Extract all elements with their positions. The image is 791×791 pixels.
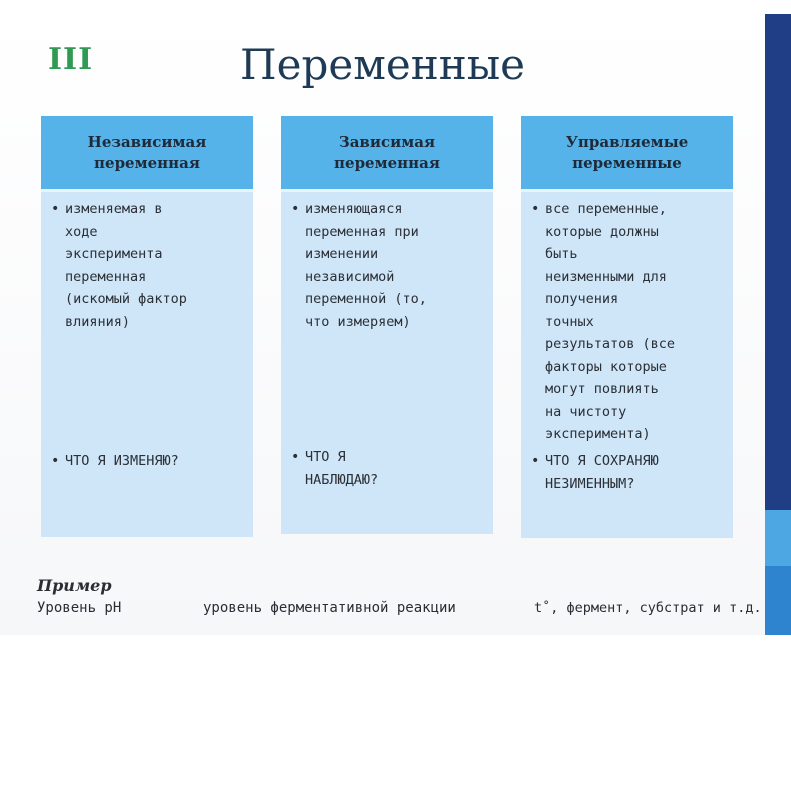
example-controlled: t˚, фермент, субстрат и т.д. bbox=[534, 600, 762, 616]
column-controlled bbox=[521, 116, 733, 538]
example-dependent: уровень ферментативной реакции bbox=[203, 600, 456, 616]
bullet-icon: • bbox=[531, 453, 540, 469]
column-header-label: Зависимая переменная bbox=[334, 132, 440, 172]
section-number: III bbox=[48, 42, 94, 77]
column-dependent bbox=[281, 116, 493, 534]
side-bar-mid-segment bbox=[765, 566, 791, 635]
column-header-label: Независимая переменная bbox=[87, 132, 207, 172]
column-header bbox=[41, 116, 253, 192]
column-header-label: Управляемые переменные bbox=[565, 132, 689, 172]
side-bar-light-segment bbox=[765, 510, 791, 566]
bullet-icon: • bbox=[291, 201, 300, 217]
column-independent bbox=[41, 116, 253, 537]
description-bullet bbox=[51, 198, 243, 333]
column-body bbox=[281, 192, 493, 534]
description-bullet bbox=[291, 198, 483, 333]
example-label: Пример bbox=[37, 576, 112, 595]
question-text: ЧТО Я ИЗМЕНЯЮ? bbox=[65, 453, 179, 469]
column-body bbox=[41, 192, 253, 537]
question-text: ЧТО Я СОХРАНЯЮ НЕЗИМЕННЫМ? bbox=[545, 453, 659, 492]
bullet-icon: • bbox=[291, 449, 300, 465]
column-header bbox=[281, 116, 493, 192]
slide-title: Переменные bbox=[240, 40, 526, 89]
question-bullet bbox=[531, 450, 727, 495]
question-bullet bbox=[291, 446, 487, 491]
bullet-icon: • bbox=[531, 201, 540, 217]
description-text: изменяемая в ходе эксперимента переменная (искомый фактор влияния) bbox=[65, 201, 187, 330]
question-bullet bbox=[51, 450, 247, 473]
description-bullet bbox=[531, 198, 723, 446]
description-text: изменяющаяся переменная при изменении независимой переменной (то, что измеряем) bbox=[305, 201, 427, 330]
question-text: ЧТО Я НАБЛЮДАЮ? bbox=[305, 449, 379, 488]
column-header bbox=[521, 116, 733, 192]
example-independent: Уровень рН bbox=[37, 600, 122, 616]
column-body bbox=[521, 192, 733, 538]
bullet-icon: • bbox=[51, 201, 60, 217]
bullet-icon: • bbox=[51, 453, 60, 469]
description-text: все переменные, которые должны быть неизменными для получения точных результатов (все факторы которые могут повлиять на чистоту эксперимента) bbox=[545, 201, 676, 442]
side-bar-dark-segment bbox=[765, 14, 791, 510]
side-accent-bar bbox=[765, 14, 791, 635]
